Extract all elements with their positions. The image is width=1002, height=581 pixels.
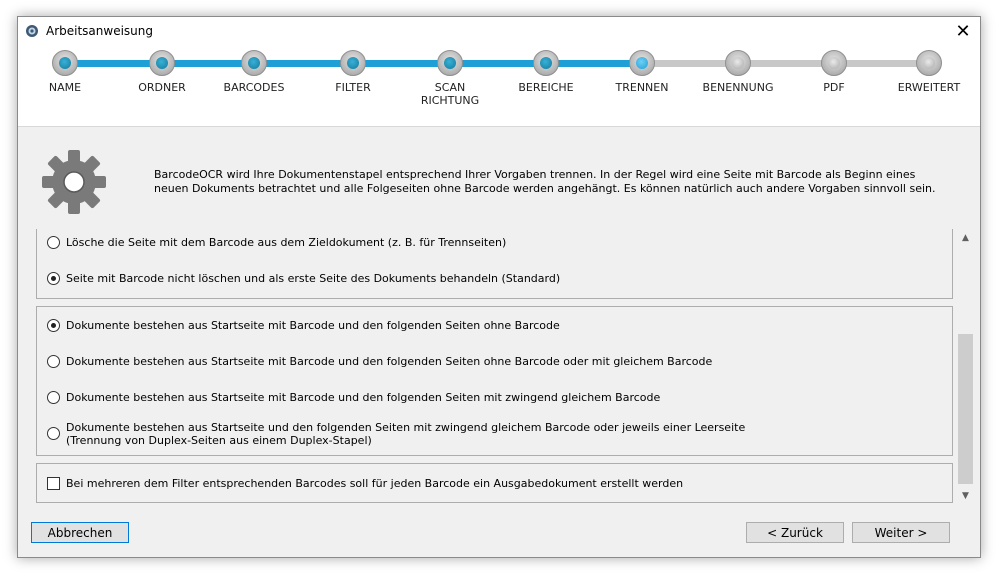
wizard-step-label: BEREICHE	[518, 81, 574, 94]
option-multi-barcode[interactable]: Bei mehreren dem Filter entsprechenden Barcodes soll für jeden Barcode ein Ausgabedokument erstellt werden	[47, 477, 683, 490]
step-indicator-icon	[540, 57, 552, 69]
option-keep-barcode-page[interactable]: Seite mit Barcode nicht löschen und als erste Seite des Dokuments behandeln (Standard)	[47, 272, 560, 285]
wizard-track-segment	[450, 60, 546, 67]
wizard-track-segment	[254, 60, 353, 67]
vertical-scrollbar[interactable]	[957, 229, 974, 504]
wizard-step-name[interactable]	[52, 50, 78, 76]
back-button[interactable]: < Zurück	[746, 522, 844, 543]
wizard-step-benennung[interactable]	[725, 50, 751, 76]
wizard-step-pdf[interactable]	[821, 50, 847, 76]
cancel-button[interactable]: Abbrechen	[31, 522, 129, 543]
title-bar	[18, 17, 980, 45]
options-scroll-area	[18, 229, 975, 504]
step-indicator-icon	[923, 57, 935, 69]
document-structure-group	[36, 306, 953, 456]
info-panel	[18, 128, 980, 228]
wizard-step-trennen[interactable]	[629, 50, 655, 76]
wizard-step-barcodes[interactable]	[241, 50, 267, 76]
radio-keep-barcode-page[interactable]	[47, 272, 60, 285]
wizard-step-erweitert[interactable]	[916, 50, 942, 76]
wizard-step-bereiche[interactable]	[533, 50, 559, 76]
step-indicator-icon	[732, 57, 744, 69]
gear-icon	[40, 148, 108, 216]
wizard-step-label: BARCODES	[223, 81, 285, 94]
window-title: Arbeitsanweisung	[46, 24, 154, 38]
scroll-down-button[interactable]	[957, 487, 974, 504]
wizard-step-filter[interactable]	[340, 50, 366, 76]
wizard-step-label: FILTER	[335, 81, 371, 94]
next-button[interactable]: Weiter >	[852, 522, 950, 543]
close-icon: ✕	[955, 20, 971, 42]
option-start-no-barcode[interactable]: Dokumente bestehen aus Startseite mit Barcode und den folgenden Seiten ohne Barcode	[47, 319, 560, 332]
step-indicator-icon	[828, 57, 840, 69]
wizard-track-segment	[642, 60, 738, 67]
wizard-step-label: SCAN RICHTUNG	[420, 81, 480, 107]
wizard-track-segment	[353, 60, 450, 67]
radio-start-no-or-same-barcode[interactable]	[47, 355, 60, 368]
chevron-up-icon: ▲	[962, 232, 969, 243]
step-indicator-icon	[156, 57, 168, 69]
wizard-track-segment	[738, 60, 834, 67]
checkbox-multi-barcode[interactable]	[47, 477, 60, 490]
wizard-step-label: ERWEITERT	[897, 81, 961, 94]
wizard-step-label: NAME	[48, 81, 82, 94]
wizard-step-label: ORDNER	[138, 81, 186, 94]
wizard-step-ordner[interactable]	[149, 50, 175, 76]
wizard-track-segment	[834, 60, 929, 67]
step-indicator-icon	[347, 57, 359, 69]
wizard-track-segment	[65, 60, 162, 67]
wizard-step-label: TRENNEN	[615, 81, 669, 94]
step-indicator-icon	[444, 57, 456, 69]
app-gear-icon	[24, 23, 40, 39]
wizard-steps	[18, 45, 980, 127]
close-button[interactable]	[946, 17, 980, 45]
radio-duplex-separation[interactable]	[47, 427, 60, 440]
wizard-step-label: PDF	[823, 81, 845, 94]
step-indicator-icon	[248, 57, 260, 69]
option-start-no-or-same-barcode[interactable]: Dokumente bestehen aus Startseite mit Barcode und den folgenden Seiten ohne Barcode oder mit gleichem Barcode	[47, 355, 712, 368]
option-start-same-barcode[interactable]: Dokumente bestehen aus Startseite mit Barcode und den folgenden Seiten mit zwingend gleichem Barcode	[47, 391, 660, 404]
step-indicator-icon	[59, 57, 71, 69]
scroll-up-button[interactable]	[957, 229, 974, 246]
wizard-track-segment	[546, 60, 642, 67]
info-text-line1: BarcodeOCR wird Ihre Dokumentenstapel entsprechend Ihrer Vorgaben trennen. In der Regel wird eine Seite mit Barcode als Beginn eines	[154, 168, 916, 181]
multi-barcode-group	[36, 463, 953, 503]
info-text-line2: neuen Dokuments betrachtet und alle Folgeseiten ohne Barcode werden angehängt. Es können natürlich auch andere Vorgaben sinnvoll sein.	[154, 182, 936, 195]
scroll-thumb[interactable]	[958, 334, 973, 484]
delete-page-group	[36, 229, 953, 299]
radio-start-no-barcode[interactable]	[47, 319, 60, 332]
radio-start-same-barcode[interactable]	[47, 391, 60, 404]
dialog-window	[17, 16, 981, 558]
option-duplex-separation[interactable]: Dokumente bestehen aus Startseite und den folgenden Seiten mit zwingend gleichem Barcode oder jeweils einer Leerseite (Trennung von Duplex-Seiten aus einem Duplex-Stapel)	[47, 421, 745, 447]
wizard-step-label: BENENNUNG	[702, 81, 774, 94]
chevron-down-icon: ▼	[962, 490, 969, 501]
option-delete-barcode-page[interactable]: Lösche die Seite mit dem Barcode aus dem Zieldokument (z. B. für Trennseiten)	[47, 236, 506, 249]
radio-delete-barcode-page[interactable]	[47, 236, 60, 249]
step-indicator-icon	[636, 57, 648, 69]
wizard-step-scan-richtung[interactable]	[437, 50, 463, 76]
